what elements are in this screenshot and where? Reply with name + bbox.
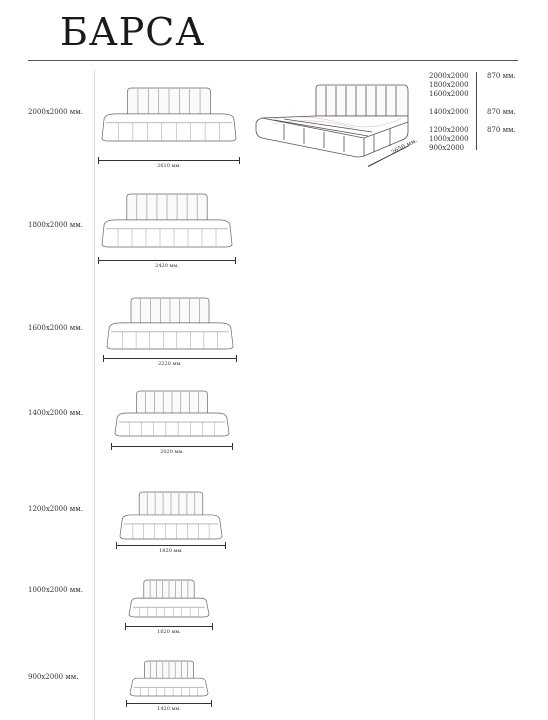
bed-size-label: 1400x2000 мм. <box>28 409 83 417</box>
bed-size-label: 1200x2000 мм. <box>28 505 83 513</box>
spec-height: 870 мм. <box>487 72 516 80</box>
page-title: БАРСА <box>60 10 206 54</box>
width-dimension-label: 2420 мм. <box>155 263 179 269</box>
height-spec-table <box>429 72 525 152</box>
spec-height: 870 мм. <box>487 126 516 134</box>
column-divider <box>94 70 95 720</box>
spec-sizes-column <box>429 72 473 153</box>
spec-size: 1400x2000 <box>429 108 469 116</box>
width-dimension-label: 1420 мм. <box>157 706 181 712</box>
spec-size: 1800x2000 <box>429 81 469 89</box>
width-dimension-line <box>103 358 237 359</box>
bed-front-drawing <box>127 578 211 620</box>
width-dimension-label: 2610 мм. <box>157 163 181 169</box>
width-dimension-label: 1620 мм. <box>157 629 181 635</box>
width-dimension-line <box>98 260 236 261</box>
spec-size: 900x2000 <box>429 144 465 152</box>
bed-front-drawing <box>105 296 235 352</box>
bed-front-drawing <box>113 389 231 439</box>
spec-heights-column <box>487 72 523 135</box>
bed-size-label: 1600x2000 мм. <box>28 324 83 332</box>
bed-size-label: 1800x2000 мм. <box>28 221 83 229</box>
spec-size: 1200x2000 <box>429 126 469 134</box>
spec-size: 1000x2000 <box>429 135 469 143</box>
bed-size-label: 1000x2000 мм. <box>28 586 83 594</box>
spec-size: 2000x2000 <box>429 72 469 80</box>
width-dimension-label: 1820 мм. <box>159 548 183 554</box>
depth-dimension-label: 2650 мм. <box>390 137 419 157</box>
bed-front-drawing <box>100 192 234 250</box>
bed-front-drawing <box>100 86 238 144</box>
spec-height: 870 мм. <box>487 108 516 116</box>
spec-separator <box>476 72 477 150</box>
width-dimension-label: 2220 мм. <box>158 361 182 367</box>
width-dimension-line <box>98 160 240 161</box>
title-underline <box>28 60 518 61</box>
width-dimension-line <box>125 626 213 627</box>
bed-size-label: 2000x2000 мм. <box>28 108 83 116</box>
bed-size-label: 900x2000 мм. <box>28 673 79 681</box>
bed-front-drawing <box>128 659 210 699</box>
bed-front-drawing <box>118 490 224 542</box>
width-dimension-line <box>126 703 212 704</box>
width-dimension-line <box>116 545 226 546</box>
width-dimension-label: 2020 мм. <box>160 449 184 455</box>
width-dimension-line <box>111 446 233 447</box>
spec-size: 1600x2000 <box>429 90 469 98</box>
